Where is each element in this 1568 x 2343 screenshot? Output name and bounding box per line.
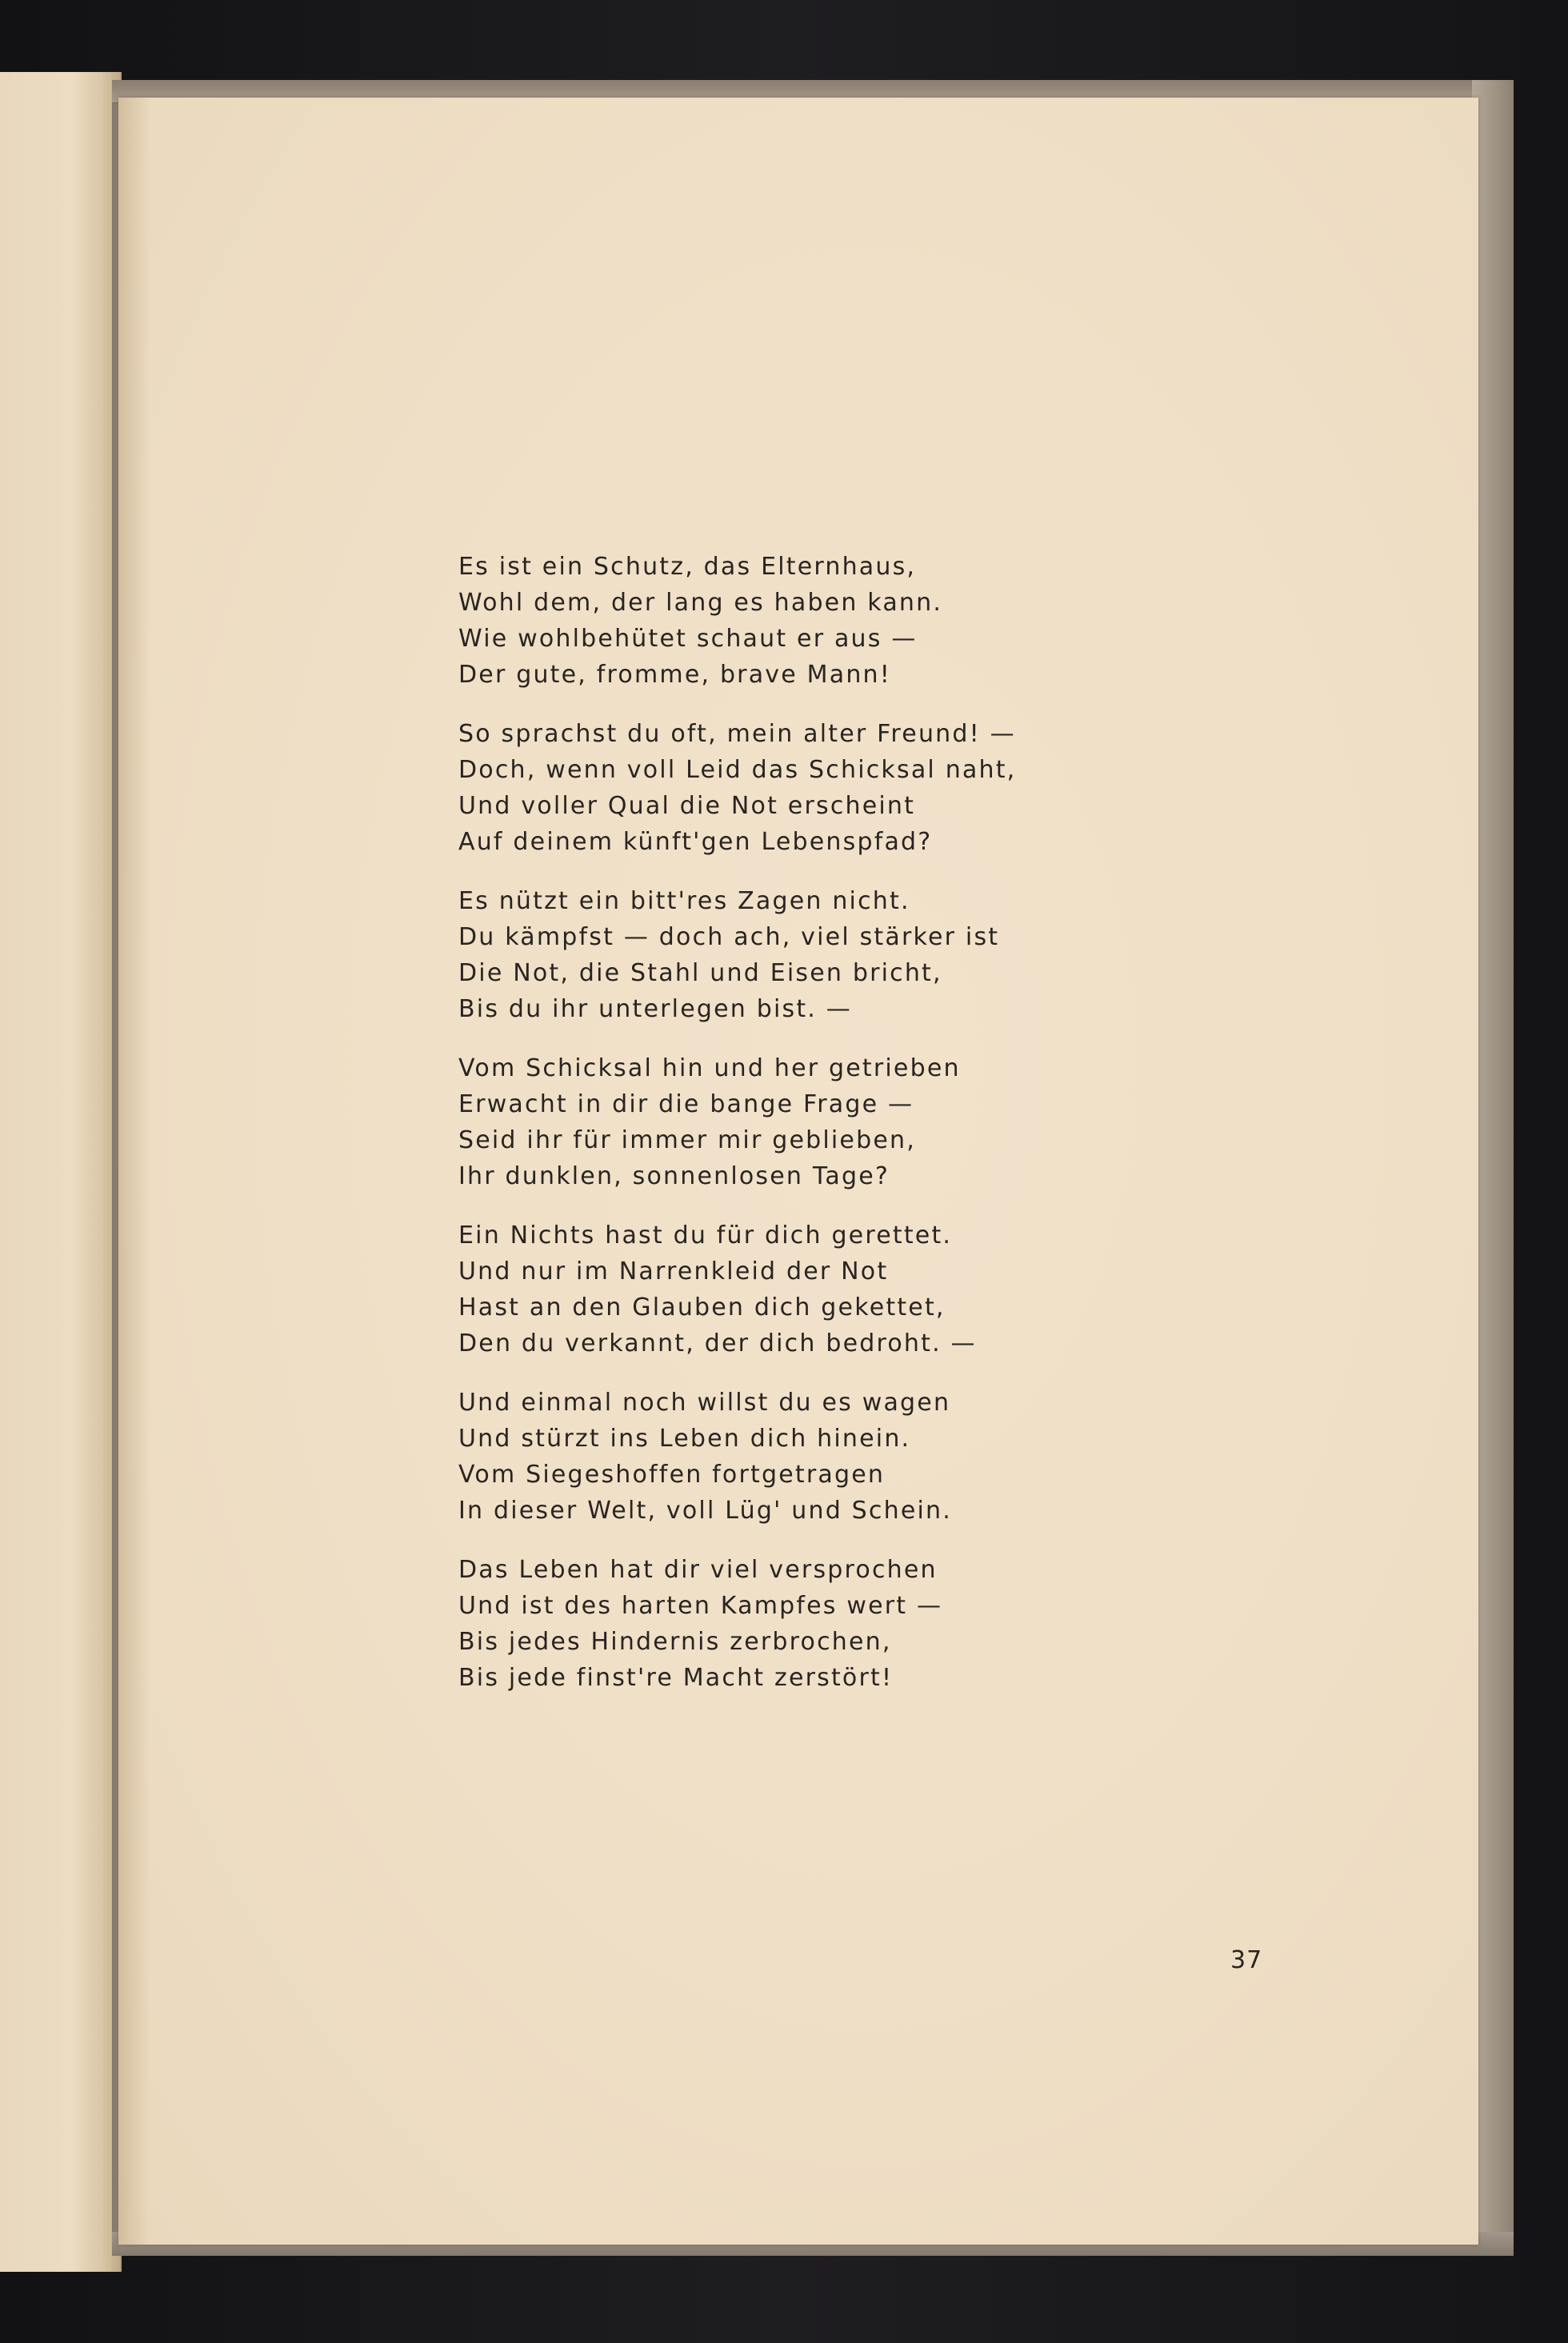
poem-line: Den du verkannt, der dich bedroht. — [458,1329,977,1357]
poem-line: Du kämpfst — doch ach, viel stärker ist [458,923,1000,951]
stanza-3 [458,883,1178,1027]
poem-line: Und nur im Narrenkleid der Not [458,1257,889,1285]
poem-line: Hast an den Glauben dich gekettet, [458,1293,946,1321]
poem-line: Auf deinem künft'gen Lebenspfad? [458,828,933,856]
poem-line: Es nützt ein bitt'res Zagen nicht. [458,887,910,915]
poem-line: Wie wohlbehütet schaut er aus — [458,625,918,653]
stanza-5 [458,1217,1178,1361]
poem-line: So sprachst du oft, mein alter Freund! — [458,720,1016,748]
poem-line: Vom Siegeshoffen fortgetragen [458,1461,886,1489]
page-gutter-shadow [118,98,150,2245]
poem-line: Und einmal noch willst du es wagen [458,1389,951,1417]
poem-line: Bis jedes Hindernis zerbrochen, [458,1628,892,1656]
poem-line: Doch, wenn voll Leid das Schicksal naht, [458,756,1017,784]
poem-line: Bis jede finst're Macht zerstört! [458,1664,894,1692]
stanza-4 [458,1050,1178,1194]
stanza-6 [458,1385,1178,1529]
poem-line: Bis du ihr unterlegen bist. — [458,995,852,1023]
poem-line: Seid ihr für immer mir geblieben, [458,1126,916,1154]
poem-line: Es ist ein Schutz, das Elternhaus, [458,553,917,581]
poem-line: Und voller Qual die Not erscheint [458,792,916,820]
stanza-7 [458,1552,1178,1696]
poem-line: Ein Nichts hast du für dich gerettet. [458,1221,953,1249]
facing-page-edge [0,72,122,2272]
page-number: 37 [1230,1946,1263,1974]
poem-line: In dieser Welt, voll Lüg' und Schein. [458,1497,952,1525]
poem-line: Und stürzt ins Leben dich hinein. [458,1425,911,1453]
poem-line: Ihr dunklen, sonnenlosen Tage? [458,1162,890,1190]
stanza-2 [458,716,1178,860]
poem-line: Die Not, die Stahl und Eisen bricht, [458,959,942,987]
poem-line: Vom Schicksal hin und her getrieben [458,1054,961,1082]
poem-line: Erwacht in dir die bange Frage — [458,1090,914,1118]
poem-line: Und ist des harten Kampfes wert — [458,1592,943,1620]
poem-body [458,549,1178,1719]
stanza-1 [458,549,1178,693]
poem-line: Das Leben hat dir viel versprochen [458,1556,938,1584]
poem-line: Der gute, fromme, brave Mann! [458,661,891,689]
poem-line: Wohl dem, der lang es haben kann. [458,589,943,617]
